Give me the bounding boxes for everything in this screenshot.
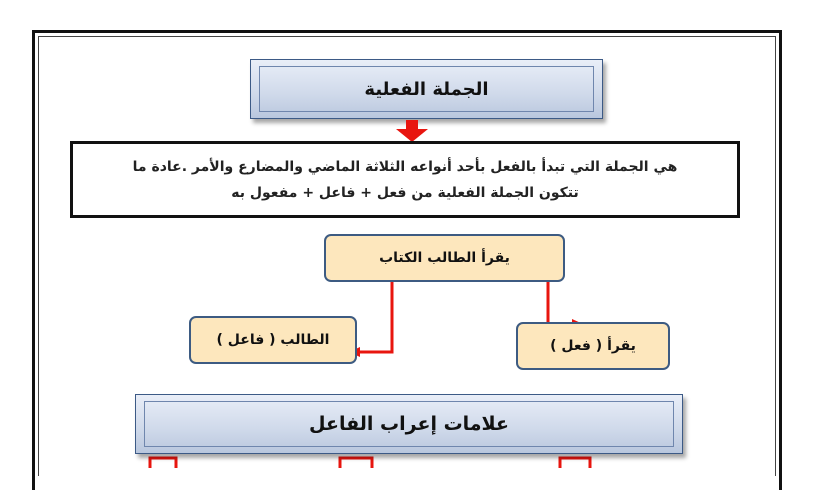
- example-sentence-box: [324, 234, 565, 282]
- subject-box: [189, 316, 357, 364]
- subject-label: الطالب ( فاعل ): [216, 332, 330, 348]
- definition-line-2: تتكون الجملة الفعلية من فعل + فاعل + مفعول به: [231, 184, 579, 201]
- bottom-connector-left: [150, 458, 176, 468]
- bottom-connector-right: [560, 458, 590, 468]
- verb-label: يقرأ ( فعل ): [550, 338, 636, 354]
- definition-box: [70, 141, 740, 218]
- verb-box: [516, 322, 670, 370]
- section2-title-box: [135, 394, 683, 454]
- example-sentence: يقرأ الطالب الكتاب: [379, 250, 510, 266]
- definition-line-1: هي الجملة التي تبدأ بالفعل بأحد أنواعه الثلاثة الماضي والمضارع والأمر .عادة ما: [132, 158, 678, 175]
- down-arrow-stem: [406, 120, 418, 130]
- title-text: الجملة الفعلية: [364, 78, 489, 100]
- section2-title: علامات إعراب الفاعل: [309, 413, 509, 435]
- bottom-connector-middle: [340, 458, 372, 468]
